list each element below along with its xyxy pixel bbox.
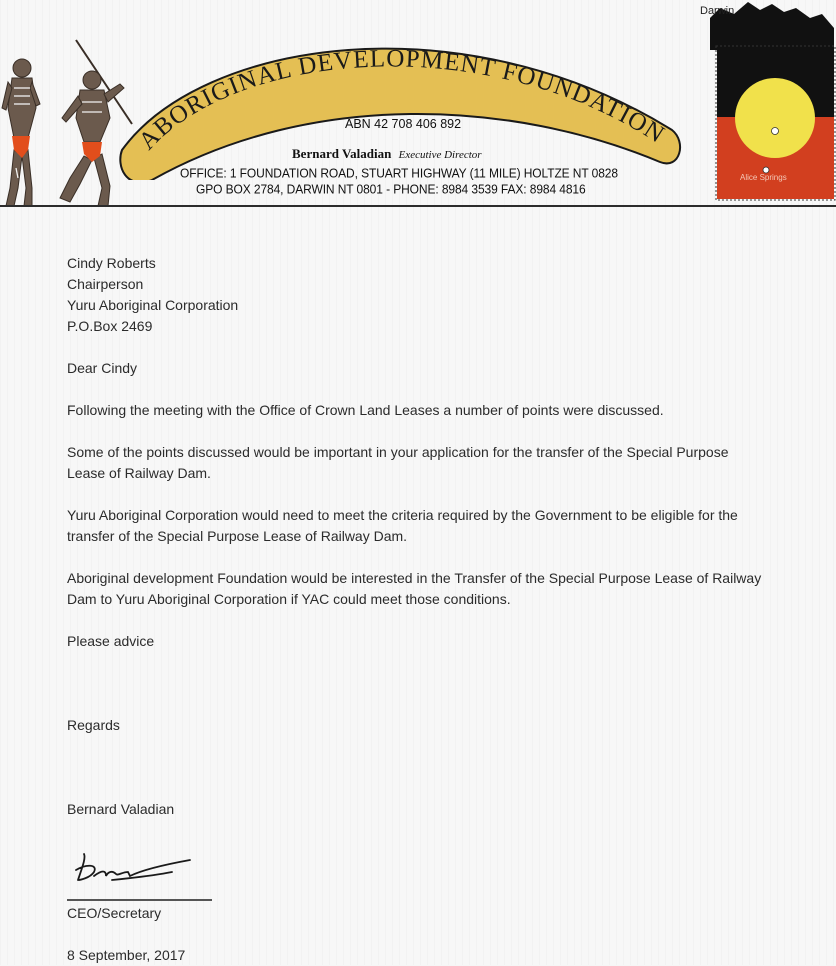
map-label-darwin: Darwin xyxy=(700,5,735,17)
recipient-name: Cindy Roberts xyxy=(67,255,156,271)
request-line: Please advice xyxy=(67,633,155,649)
map-label-alice-springs: Alice Springs xyxy=(740,173,787,182)
northern-territory-map xyxy=(700,0,836,205)
closing: Regards xyxy=(67,717,120,733)
signatory-name: Bernard Valadian xyxy=(67,801,175,817)
letter-date: 8 September, 2017 xyxy=(67,947,186,963)
body-paragraph: Yuru Aboriginal Corporation would need to meet the criteria required by the Government to be eligible for the transfer of the Special Purpose Lease of Railway Dam. xyxy=(67,507,738,544)
office-address: OFFICE: 1 FOUNDATION ROAD, STUART HIGHWAY (11 MILE) HOLTZE NT 0828 xyxy=(180,165,618,181)
signature xyxy=(72,850,197,890)
recipient-role: Chairperson xyxy=(67,276,144,292)
recipient-block xyxy=(67,253,238,337)
executive-director-name: Bernard Valadian xyxy=(292,146,392,161)
body-paragraph: Aboriginal development Foundation would be interested in the Transfer of the Special Purpose Lease of Railway Dam to Yuru Aboriginal Corporation if YAC could meet those conditions. xyxy=(67,570,762,607)
executive-director-title: Executive Director xyxy=(398,149,482,161)
body-paragraph: Some of the points discussed would be important in your application for the transfer of the Special Purpose Lease of Railway Dam. xyxy=(67,444,729,481)
body-paragraph: Following the meeting with the Office of Crown Land Leases a number of points were discussed. xyxy=(67,402,664,418)
executive-director-line xyxy=(292,146,552,162)
recipient-organization: Yuru Aboriginal Corporation xyxy=(67,297,239,313)
salutation: Dear Cindy xyxy=(67,360,138,376)
recipient-address: P.O.Box 2469 xyxy=(67,318,153,334)
signature-line xyxy=(67,899,212,901)
organization-name: ABORIGINAL DEVELOPMENT FOUNDATION xyxy=(133,45,670,156)
letterhead-divider xyxy=(0,205,836,207)
signatory-title: CEO/Secretary xyxy=(67,905,162,921)
abn-number: ABN 42 708 406 892 xyxy=(345,117,462,131)
postal-contact: GPO BOX 2784, DARWIN NT 0801 - PHONE: 8984 3539 FAX: 8984 4816 xyxy=(196,181,586,197)
